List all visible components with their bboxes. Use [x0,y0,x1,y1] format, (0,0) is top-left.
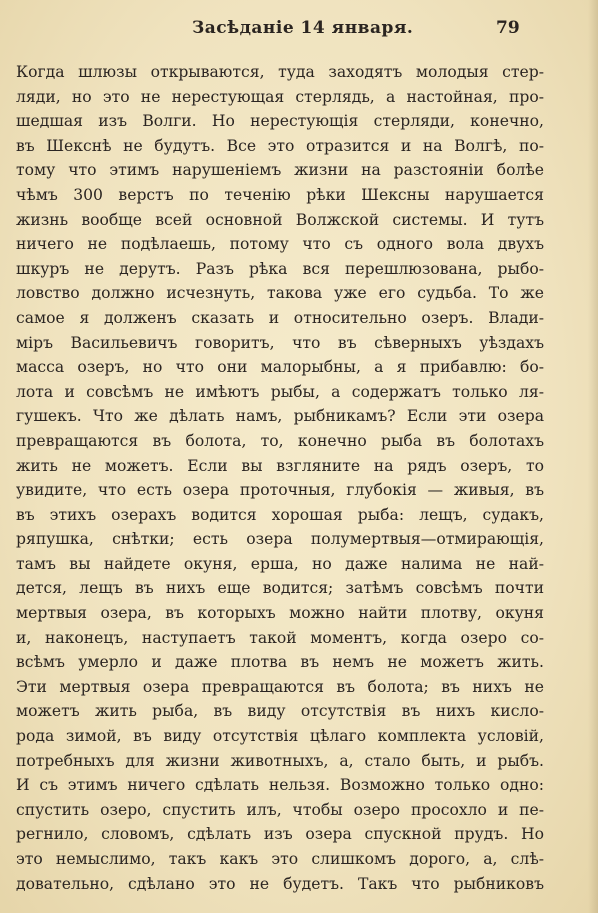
text-line: Эти мертвыя озера превращаются въ болота; въ нихъ не [16,677,544,696]
text-line: Когда шлюзы открываются, туда заходятъ молодыя стер- [16,63,544,81]
text-line: въ Шекснѣ не будутъ. Все это отразится и на Волгѣ, по- [16,136,544,155]
text-line: міръ Васильевичъ говоритъ, что въ сѣверныхъ уѣздахъ [16,333,544,352]
body-text [16,60,544,896]
text-line: тому что этимъ нарушеніемъ жизни на разстояніи болѣе [16,161,544,180]
text-line: можетъ жить рыба, въ виду отсутствія въ нихъ кисло- [16,702,544,721]
running-header [0,18,598,44]
text-line: ляди, но это не нерестующая стерлядь, а настойная, про- [16,87,544,106]
text-line: жизнь вообще всей основной Волжской системы. И тутъ [16,210,544,229]
page-number: 79 [496,18,520,38]
text-line: чѣмъ 300 верстъ по теченію рѣки Шексны нарушается [16,185,544,204]
text-line: гушекъ. Что же дѣлать намъ, рыбникамъ? Если эти озера [16,407,544,426]
text-line: дется, лещъ въ нихъ еще водится; затѣмъ совсѣмъ почти [16,579,544,598]
header-title: Засѣданіе 14 января. [192,18,414,38]
text-line: мертвыя озера, въ которыхъ можно найти плотву, окуня [16,604,544,623]
text-line: это немыслимо, такъ какъ это слишкомъ дорого, а, слѣ- [16,850,544,868]
text-line: спустить озеро, спустить илъ, чтобы озеро просохло и пе- [16,800,544,819]
text-line: въ этихъ озерахъ водится хорошая рыба: лещъ, судакъ, [16,505,544,524]
text-line: лота и совсѣмъ не имѣютъ рыбы, а содержатъ только ля- [16,382,544,401]
text-line: масса озеръ, но что они малорыбны, а я прибавлю: бо- [16,358,544,377]
text-line: и, наконецъ, наступаетъ такой моментъ, когда озеро со- [16,628,544,647]
text-line: довательно, сдѣлано это не будетъ. Такъ что рыбниковъ [16,874,544,893]
text-line: тамъ вы найдете окуня, ерша, но даже налима не най- [16,554,544,573]
text-line: превращаются въ болота, то, конечно рыба въ болотахъ [16,431,544,450]
text-line: рода зимой, въ виду отсутствія цѣлаго комплекта условій, [16,727,544,746]
text-line: всѣмъ умерло и даже плотва въ немъ не можетъ жить. [16,653,544,672]
text-line: самое я долженъ сказать и относительно озеръ. Влади- [16,308,544,327]
text-line: регнило, словомъ, сдѣлать изъ озера спускной прудъ. Но [16,825,544,844]
text-line: жить не можетъ. Если вы взгляните на рядъ озеръ, то [16,456,544,475]
text-line: шкуръ не дерутъ. Разъ рѣка вся перешлюзована, рыбо- [16,259,544,278]
text-line: И съ этимъ ничего сдѣлать нельзя. Возможно только одно: [16,776,544,795]
text-line: ловство должно исчезнуть, такова уже его судьба. То же [16,284,544,303]
text-line: ряпушка, снѣтки; есть озера полумертвыя—отмирающія, [16,530,544,549]
text-line: увидите, что есть озера проточныя, глубокія — живыя, въ [16,481,544,500]
text-line: потребныхъ для жизни животныхъ, а, стало быть, и рыбъ. [16,751,544,770]
text-line: ничего не подѣлаешь, потому что съ одного вола двухъ [16,235,544,254]
text-line: шедшая изъ Волги. Но нерестующія стерляди, конечно, [16,112,544,131]
